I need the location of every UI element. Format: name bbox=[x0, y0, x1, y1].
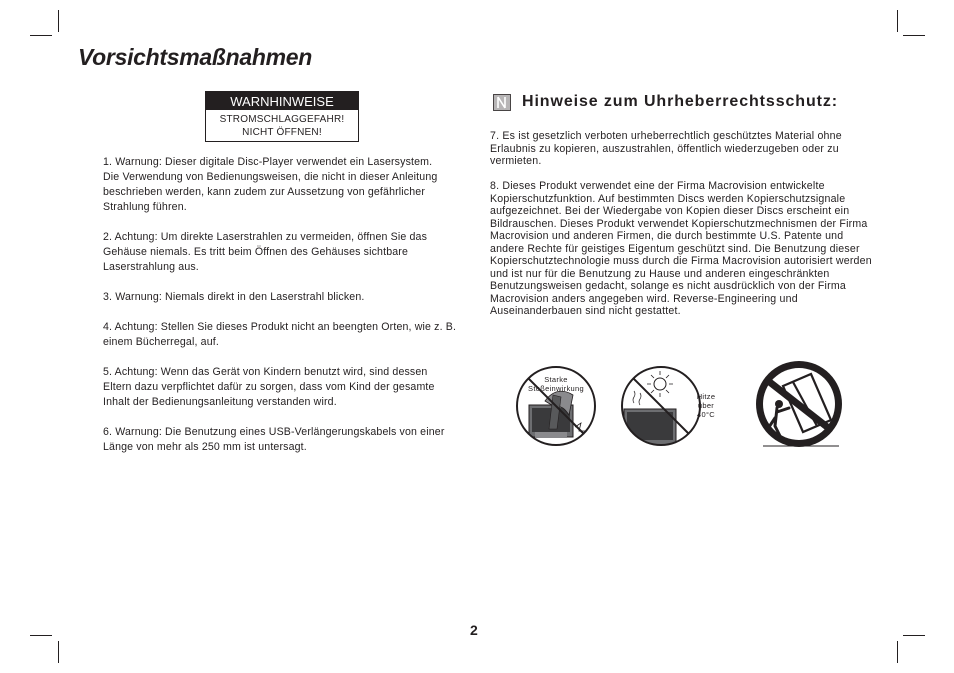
copyright-notes bbox=[490, 130, 874, 330]
warning-item-4: 4. Achtung: Stellen Sie dieses Produkt nicht an beengten Orten, wie z. B. einem Bücherregal, auf. bbox=[103, 321, 457, 348]
warning-line-2: NICHT ÖFFNEN! bbox=[242, 127, 322, 138]
warning-label bbox=[205, 91, 359, 142]
page-title: Vorsichtsmaßnahmen bbox=[78, 44, 313, 70]
impact-label: Starke Stoßeinwirkung bbox=[528, 375, 584, 393]
warning-item-2: 2. Achtung: Um direkte Laserstrahlen zu vermeiden, öffnen Sie das Gehäuse niemals. Es tritt beim Öffnen des Gehäuses sichtbare Laserstrahlung aus. bbox=[103, 231, 428, 273]
crop-mark bbox=[58, 641, 59, 663]
crop-mark bbox=[897, 641, 898, 663]
crop-mark bbox=[897, 10, 898, 32]
note-icon bbox=[493, 94, 511, 111]
crop-mark bbox=[30, 635, 52, 636]
warning-item-6: 6. Warnung: Die Benutzung eines USB-Verlängerungskabels von einer Länge von mehr als 250 mm ist untersagt. bbox=[103, 426, 445, 453]
warning-header: WARNHINWEISE bbox=[206, 92, 358, 110]
crop-mark bbox=[903, 635, 925, 636]
crop-mark bbox=[30, 35, 52, 36]
copyright-item-7: 7. Es ist gesetzlich verboten urheberrechtlich geschütztes Material ohne Erlaubnis zu kopieren, auszustrahlen, öffentlich wiederzugeben oder zu vermieten. bbox=[490, 130, 842, 167]
warning-item-text: 1. Warnung: Dieser digitale Disc-Player verwendet ein Lasersystem. bbox=[103, 156, 433, 168]
copyright-heading: Hinweise zum Uhrheberrechtsschutz: bbox=[522, 93, 838, 110]
no-cart-tipping-icon bbox=[753, 358, 845, 450]
warning-item-3: 3. Warnung: Niemals direkt in den Laserstrahl blicken. bbox=[103, 291, 365, 303]
warning-line-1: STROMSCHLAGGEFAHR! bbox=[219, 114, 345, 125]
warning-item-text-cont: Die Verwendung von Bedienungsweisen, die nicht in dieser Anleitung beschrieben werden, kann zudem zur Aussetzung von gefährlicher Strahlung führen. bbox=[103, 171, 438, 213]
warning-item-1 bbox=[103, 155, 459, 215]
copyright-item-8: 8. Dieses Produkt verwendet eine der Firma Macrovision entwickelte Kopierschutzfunktion. Auf bestimmten Discs werden Kopierschutzsignale aufgezeichnet. Bei der Wiedergabe von Kopien dieser Discs erscheint ein Bildrauschen. Dieses Produkt verwendet Kopierschutzmechnismen der Firma Macrovision und anderen Firmen, die durch bestimmte U.S. Patente und andere Rechte für geistiges Eigentum geschützt sind. Die Benutzung dieser Kopierschutztechnologie muss durch die Firma Macrovision autorisiert werden und ist nur für die Benutzung zu Hause und anderen eingeschränkten Benutzungsweisen gedacht, solange es nicht ausdrücklich von der Firma Macrovision anders angegeben wird. Reverse-Engineering und Auseinanderbauen sind nicht gestattet. bbox=[490, 180, 872, 317]
heat-label: Hitze über 40°C bbox=[696, 392, 716, 419]
warning-text bbox=[206, 110, 358, 141]
warning-item-5: 5. Achtung: Wenn das Gerät von Kindern benutzt wird, sind dessen Eltern dazu verpflichtet dafür zu sorgen, dass vom Kind der gesamte Inhalt der Bedienungsanleitung verstanden wird. bbox=[103, 366, 435, 408]
crop-mark bbox=[58, 10, 59, 32]
safety-warnings bbox=[103, 155, 459, 470]
crop-mark bbox=[903, 35, 925, 36]
page-number: 2 bbox=[470, 622, 478, 638]
